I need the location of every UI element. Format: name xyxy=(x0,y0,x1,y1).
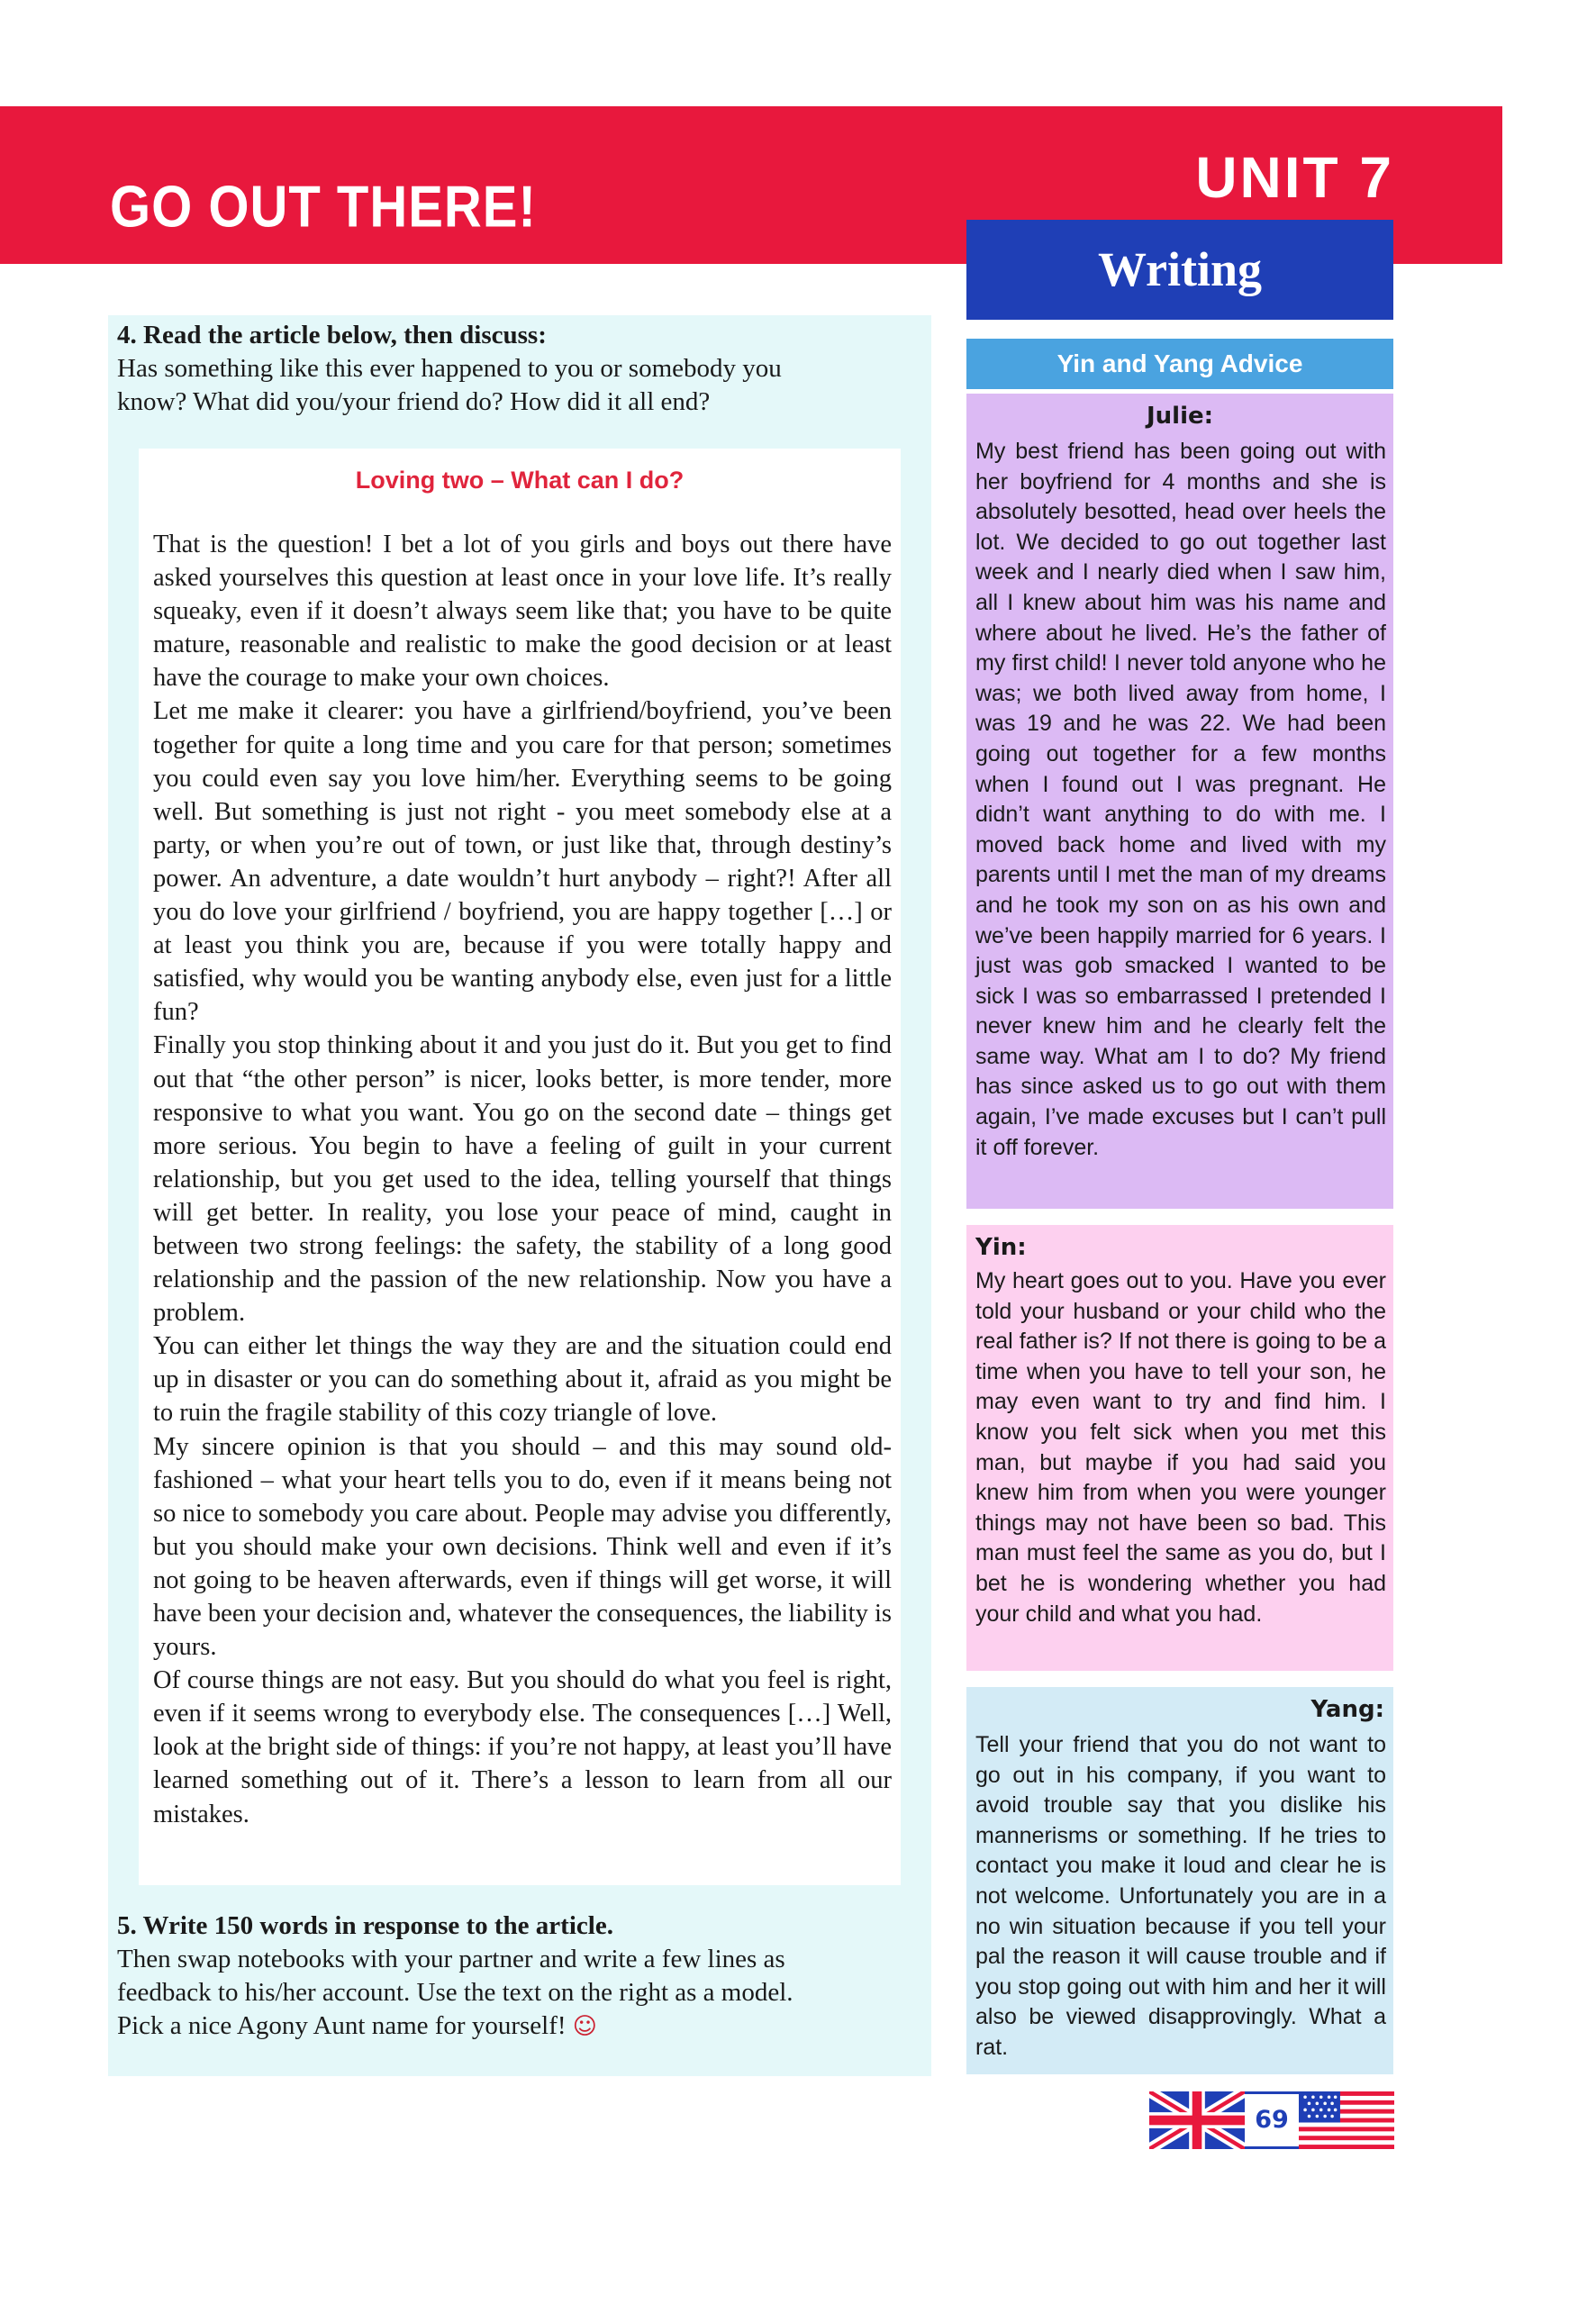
unit-label: UNIT 7 xyxy=(1195,145,1394,210)
article-paragraph: Of course things are not easy. But you should do what you feel is right, even if it seems wrong to everybody else. The consequences […] Well, look at the bright side of things: if you’re not happy, at least you’ll have learned something out of it. There’s a lesson to learn from all our mistakes. xyxy=(153,1666,892,1828)
task-5-line: Then swap notebooks with your partner and write a few lines as xyxy=(117,1945,785,1973)
task-5-line: feedback to his/her account. Use the text on the right as a model. xyxy=(117,1978,793,2007)
task-4 xyxy=(117,319,782,419)
advice-heading: Yin and Yang Advice xyxy=(966,339,1393,389)
article-box xyxy=(139,449,901,1885)
task-5-line-text: Pick a nice Agony Aunt name for yourself! xyxy=(117,2011,567,2040)
article-paragraph: Let me make it clearer: you have a girlfriend/boyfriend, you’ve been together for quite a long time and you care for that person; sometimes you could even say you love him/her. Everything seems to be going well. But something is just not right - you meet somebody else at a party, or when you’re out of town, or just like that, through destiny’s power. An adventure, a date wouldn’t hurt anybody – right?! After all you do love your girlfriend / boyfriend, you are happy together […] or at least you think you are, because if you were totally happy and satisfied, why would you be wanting anybody else, even just for a little fun? xyxy=(153,697,892,1027)
task-4-line: know? What did you/your friend do? How did it all end? xyxy=(117,387,711,416)
page-title: GO OUT THERE! xyxy=(110,174,537,240)
exercise-panel xyxy=(108,315,931,2076)
task-5-line xyxy=(117,2009,793,2044)
article-paragraph: Finally you stop thinking about it and you just do it. But you get to find out that “the other person” is nicer, looks better, is more tender, more responsive to what you want. You go on the second date – things get more serious. You begin to have a feeling of guilt in your current relationship, but you get used to the idea, telling yourself that things will get better. In reality, you lose your peace of mind, caught in between two strong feelings: the safety, the stability of a long good relationship and the passion of the new relationship. Now you have a problem. xyxy=(153,1031,892,1328)
page-number: 69 xyxy=(1245,2091,1299,2149)
yin-text: My heart goes out to you. Have you ever told your husband or your child who the real father is? If not there is going to be a time when you have to tell your son, he may even want to try and find him. I know you felt sick when you met this man, but maybe if you had said you knew him from when you were younger things may not have been so bad. This man must feel the same as you do, but I bet he is wondering whether you had your child and what you had. xyxy=(975,1268,1386,1627)
uk-flag-icon xyxy=(1149,2091,1245,2149)
julie-name: Julie: xyxy=(1146,403,1214,430)
yang-reply xyxy=(966,1687,1393,2074)
section-title-writing: Writing xyxy=(966,220,1393,320)
task-4-heading: 4. Read the article below, then discuss: xyxy=(117,321,547,349)
article-paragraph: You can either let things the way they are and the situation could end up in disaster or you can do something about it, afraid as you might be to ruin the fragile stability of this cozy triangle of love. xyxy=(153,1332,892,1428)
yin-name: Yin: xyxy=(975,1234,1027,1261)
yin-reply xyxy=(966,1225,1393,1671)
yang-name: Yang: xyxy=(1310,1696,1384,1723)
us-flag-icon xyxy=(1299,2091,1394,2149)
page-number-badge xyxy=(1149,2091,1394,2149)
article-body xyxy=(153,528,892,1831)
article-paragraph: That is the question! I bet a lot of you girls and boys out there have asked yourselves this question at least once in your love life. It’s really squeaky, even if it doesn’t always seem like that; you have to be quite mature, reasonable and realistic to make the good decision or at least have the courage to make your own choices. xyxy=(153,531,892,693)
article-title: Loving two – What can I do? xyxy=(355,467,685,494)
julie-letter xyxy=(966,394,1393,1209)
julie-text: My best friend has been going out with her boyfriend for 4 months and she is absolutely besotted, head over heels the lot. We decided to go out together last week and I nearly died when I saw him, all I knew about him was his name and where about he lived. He’s the father of my first child! I never told anyone who he was; we both lived away from home, I was 19 and he was 22. We had been going out together for a few months when I found out I was pregnant. He didn’t want anything to do with me. I moved back home and lived with my parents until I met the man of my dreams and he took my son on as his own and we’ve been happily married for 6 years. I just was gob smacked I wanted to be sick I was so embarrassed I pretended I never knew him and he clearly felt the same way. What am I to do? My friend has since asked us to go out with them again, I’ve made excuses but I can’t pull it off forever. xyxy=(975,439,1386,1160)
task-4-line: Has something like this ever happened to you or somebody you xyxy=(117,354,782,383)
task-5 xyxy=(117,1909,793,2044)
article-paragraph: My sincere opinion is that you should – and this may sound old-fashioned – what your heart tells you to do, even if it means being not so nice to somebody you care about. People may advise you differently, but you should make your own decisions. Think well and even if it’s not going to be heaven afterwards, even if things will get worse, it will have been your decision and, whatever the consequences, the liability is yours. xyxy=(153,1432,892,1662)
smiley-icon: ☺ xyxy=(572,2013,597,2040)
task-5-heading: 5. Write 150 words in response to the article. xyxy=(117,1911,613,1940)
yang-text: Tell your friend that you do not want to go out in his company, if you want to avoid trouble say that you dislike his mannerisms or something. If he tries to contact you make it loud and clear he is not welcome. Unfortunately you are in a no win situation because if you tell your pal the reason it will cause trouble and if you stop going out with him and her it will also be viewed disapprovingly. What a rat. xyxy=(975,1732,1386,2060)
